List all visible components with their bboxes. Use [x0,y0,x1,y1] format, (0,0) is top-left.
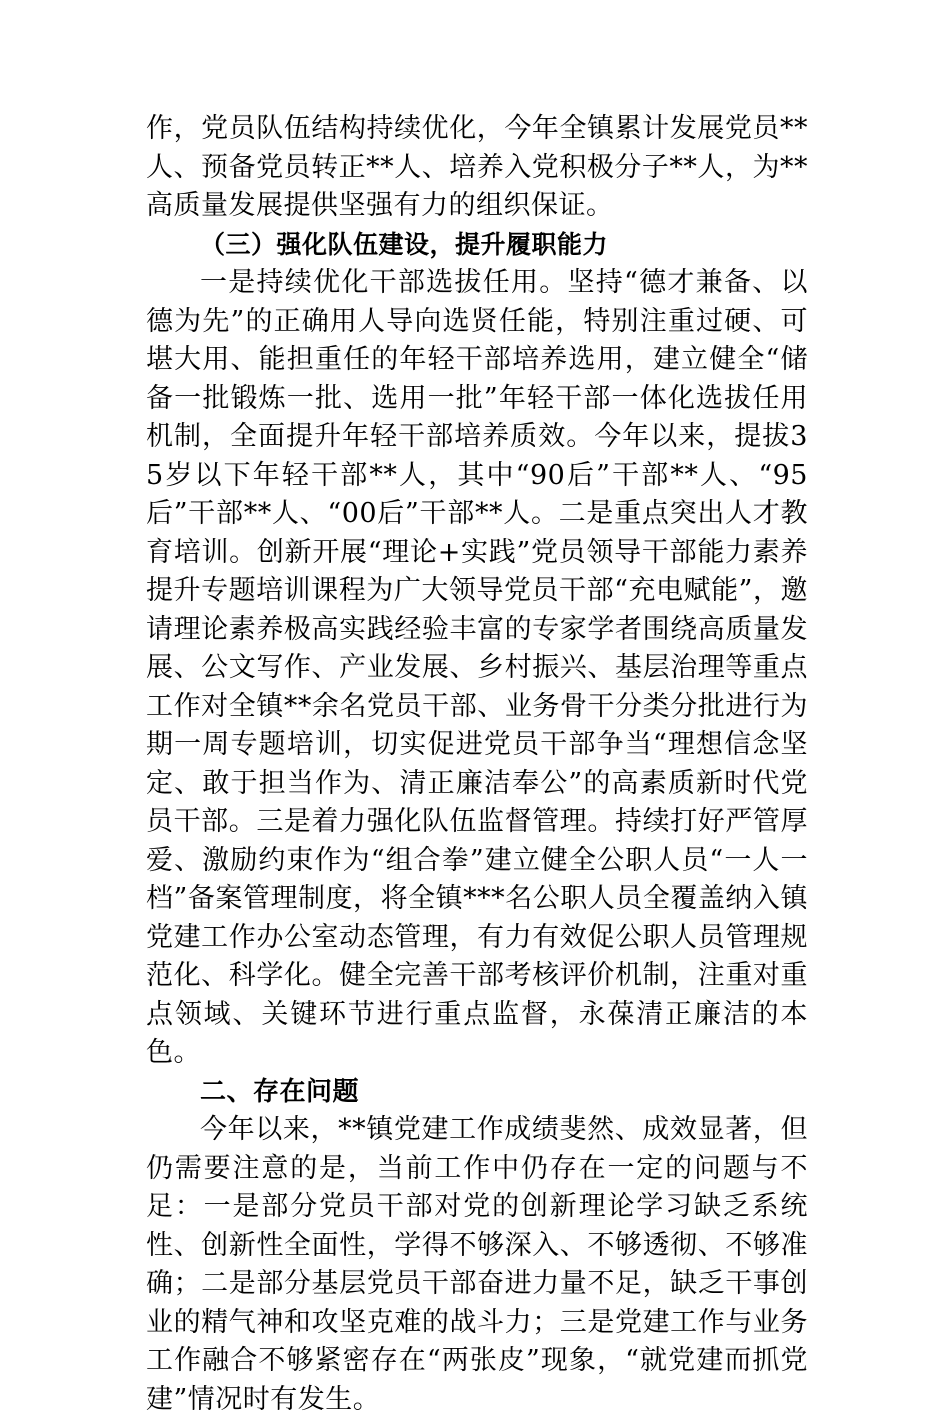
section-heading-3: （三）强化队伍建设，提升履职能力 [200,229,609,259]
paragraph-team-building: 一是持续优化干部选拔任用。坚持“德才兼备、以德为先”的正确用人导向选贤任能，特别注重过硬、可堪大用、能担重任的年轻干部培养选用，建立健全“储备一批锻炼一批、选用一批”年轻干部一体化选拔任用机制，全面提升年轻干部培养质效。今年以来，提拔35岁以下年轻干部**人，其中“90后”干部**人、“95后”干部**人、“00后”干部**人。二是重点突出人才教育培训。创新开展“理论+实践”党员领导干部能力素养提升专题培训课程为广大领导党员干部“充电赋能”，邀请理论素养极高实践经验丰富的专家学者围绕高质量发展、公文写作、产业发展、乡村振兴、基层治理等重点工作对全镇**余名党员干部、业务骨干分类分批进行为期一周专题培训，切实促进党员干部争当“理想信念坚定、敢于担当作为、清正廉洁奉公”的高素质新时代党员干部。三是着力强化队伍监督管理。持续打好严管厚爱、激励约束作为“组合拳”建立健全公职人员“一人一档”备案管理制度，将全镇***名公职人员全覆盖纳入镇党建工作办公室动态管理，有力有效促公职人员管理规范化、科学化。健全完善干部考核评价机制，注重对重点领域、关键环节进行重点监督，永葆清正廉洁的本色。 [146,267,808,1068]
paragraph-continuation: 作，党员队伍结构持续优化，今年全镇累计发展党员**人、预备党员转正**人、培养入党积极分子**人，为**高质量发展提供坚强有力的组织保证。 [146,113,808,221]
paragraph-problems: 今年以来，**镇党建工作成绩斐然、成效显著，但仍需要注意的是，当前工作中仍存在一定的问题与不足：一是部分党员干部对党的创新理论学习缺乏系统性、创新性全面性，学得不够深入、不够透彻、不够准确；二是部分基层党员干部奋进力量不足，缺乏干事创业的精气神和攻坚克难的战斗力；三是党建工作与业务工作融合不够紧密存在“两张皮”现象，“就党建而抓党建”情况时有发生。 [146,1114,808,1415]
document-body [146,110,808,1419]
section-heading-2: 二、存在问题 [200,1076,360,1107]
